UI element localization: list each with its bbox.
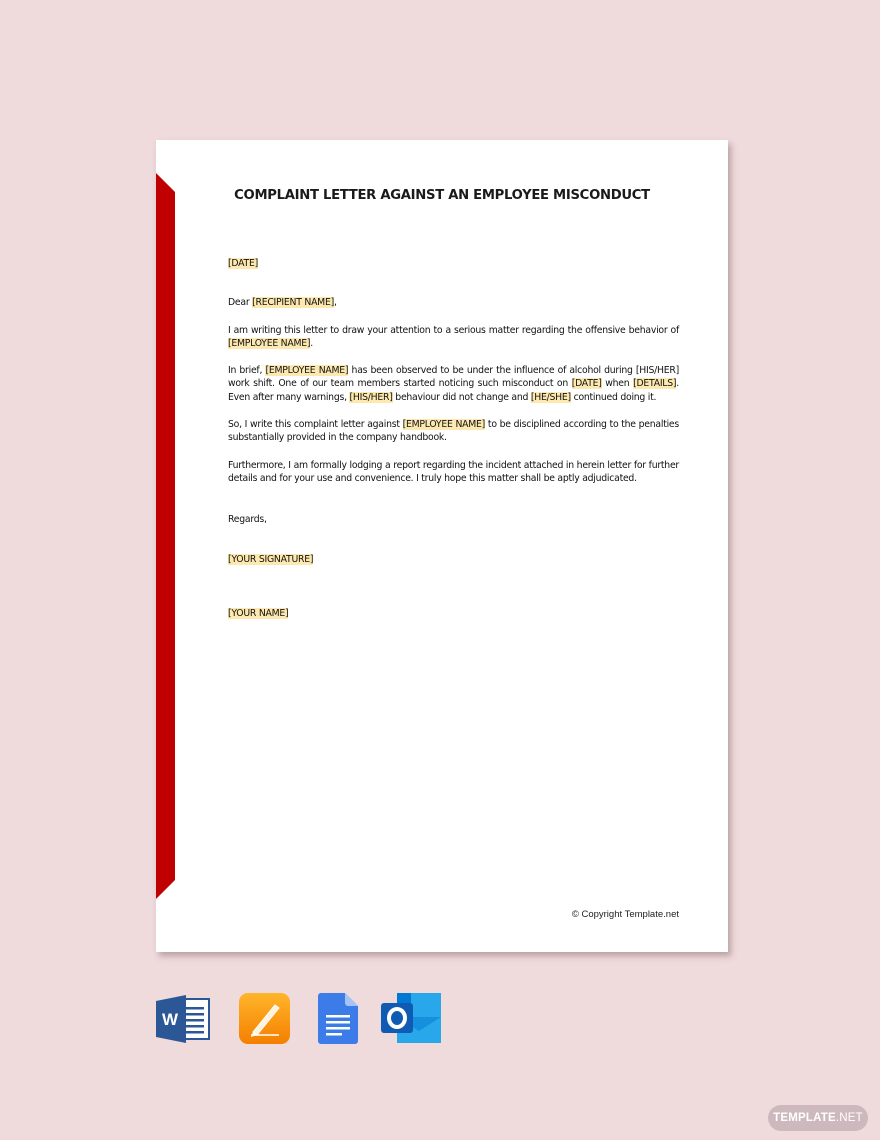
date-placeholder: [DATE] xyxy=(228,258,258,269)
accent-bar xyxy=(156,173,175,899)
document-page xyxy=(156,140,728,952)
date-line xyxy=(228,257,679,270)
details-placeholder: [DETAILS] xyxy=(633,378,677,390)
name-line xyxy=(228,607,679,620)
template-net-watermark[interactable]: TEMPLATE.NET xyxy=(768,1105,868,1131)
paragraph-4: Furthermore, I am formally lodging a report regarding the incident attached in herein letter for further details and for your use and convenience. I truly hope this matter shall be aptly adjudicated. xyxy=(228,460,679,485)
outlook-icon[interactable] xyxy=(381,993,441,1043)
date-placeholder: [DATE] xyxy=(571,378,602,390)
word-icon[interactable] xyxy=(156,995,210,1043)
salutation: Dear [RECIPIENT NAME], xyxy=(228,297,337,308)
pages-icon[interactable] xyxy=(239,993,290,1044)
name-placeholder: [YOUR NAME] xyxy=(228,608,289,619)
recipient-placeholder: [RECIPIENT NAME] xyxy=(252,297,334,308)
employee-placeholder: [EMPLOYEE NAME] xyxy=(402,419,486,430)
his-her-placeholder: [HIS/HER] xyxy=(349,391,393,403)
he-she-placeholder: [HE/SHE] xyxy=(530,391,571,403)
paragraph-2: In brief, [EMPLOYEE NAME] has been observed to be under the influence of alcohol during [HIS/HER] work shift. One of our team members started noticing such misconduct on [DATE] when [DETAILS]. Even after many warnings, [HIS/HER] behaviour did not change and [HE/SHE] continued doing it. xyxy=(228,365,679,403)
employee-placeholder: [EMPLOYEE NAME] xyxy=(228,338,311,350)
copyright-text: © Copyright Template.net xyxy=(571,909,679,920)
paragraph-3: So, I write this complaint letter against [EMPLOYEE NAME] to be disciplined according to the penalties substantially provided in the company handbook. xyxy=(228,419,679,444)
signature-placeholder: [YOUR SIGNATURE] xyxy=(228,554,314,565)
google-docs-icon[interactable] xyxy=(318,993,358,1044)
paragraph-1: I am writing this letter to draw your attention to a serious matter regarding the offensive behavior of [EMPLOYEE NAME]. xyxy=(228,325,679,350)
employee-placeholder: [EMPLOYEE NAME] xyxy=(265,365,349,376)
closing: Regards, xyxy=(228,514,267,525)
document-title: COMPLAINT LETTER AGAINST AN EMPLOYEE MISCONDUCT xyxy=(234,188,650,203)
signature-line xyxy=(228,553,679,566)
svg-text:W: W xyxy=(161,1010,179,1029)
